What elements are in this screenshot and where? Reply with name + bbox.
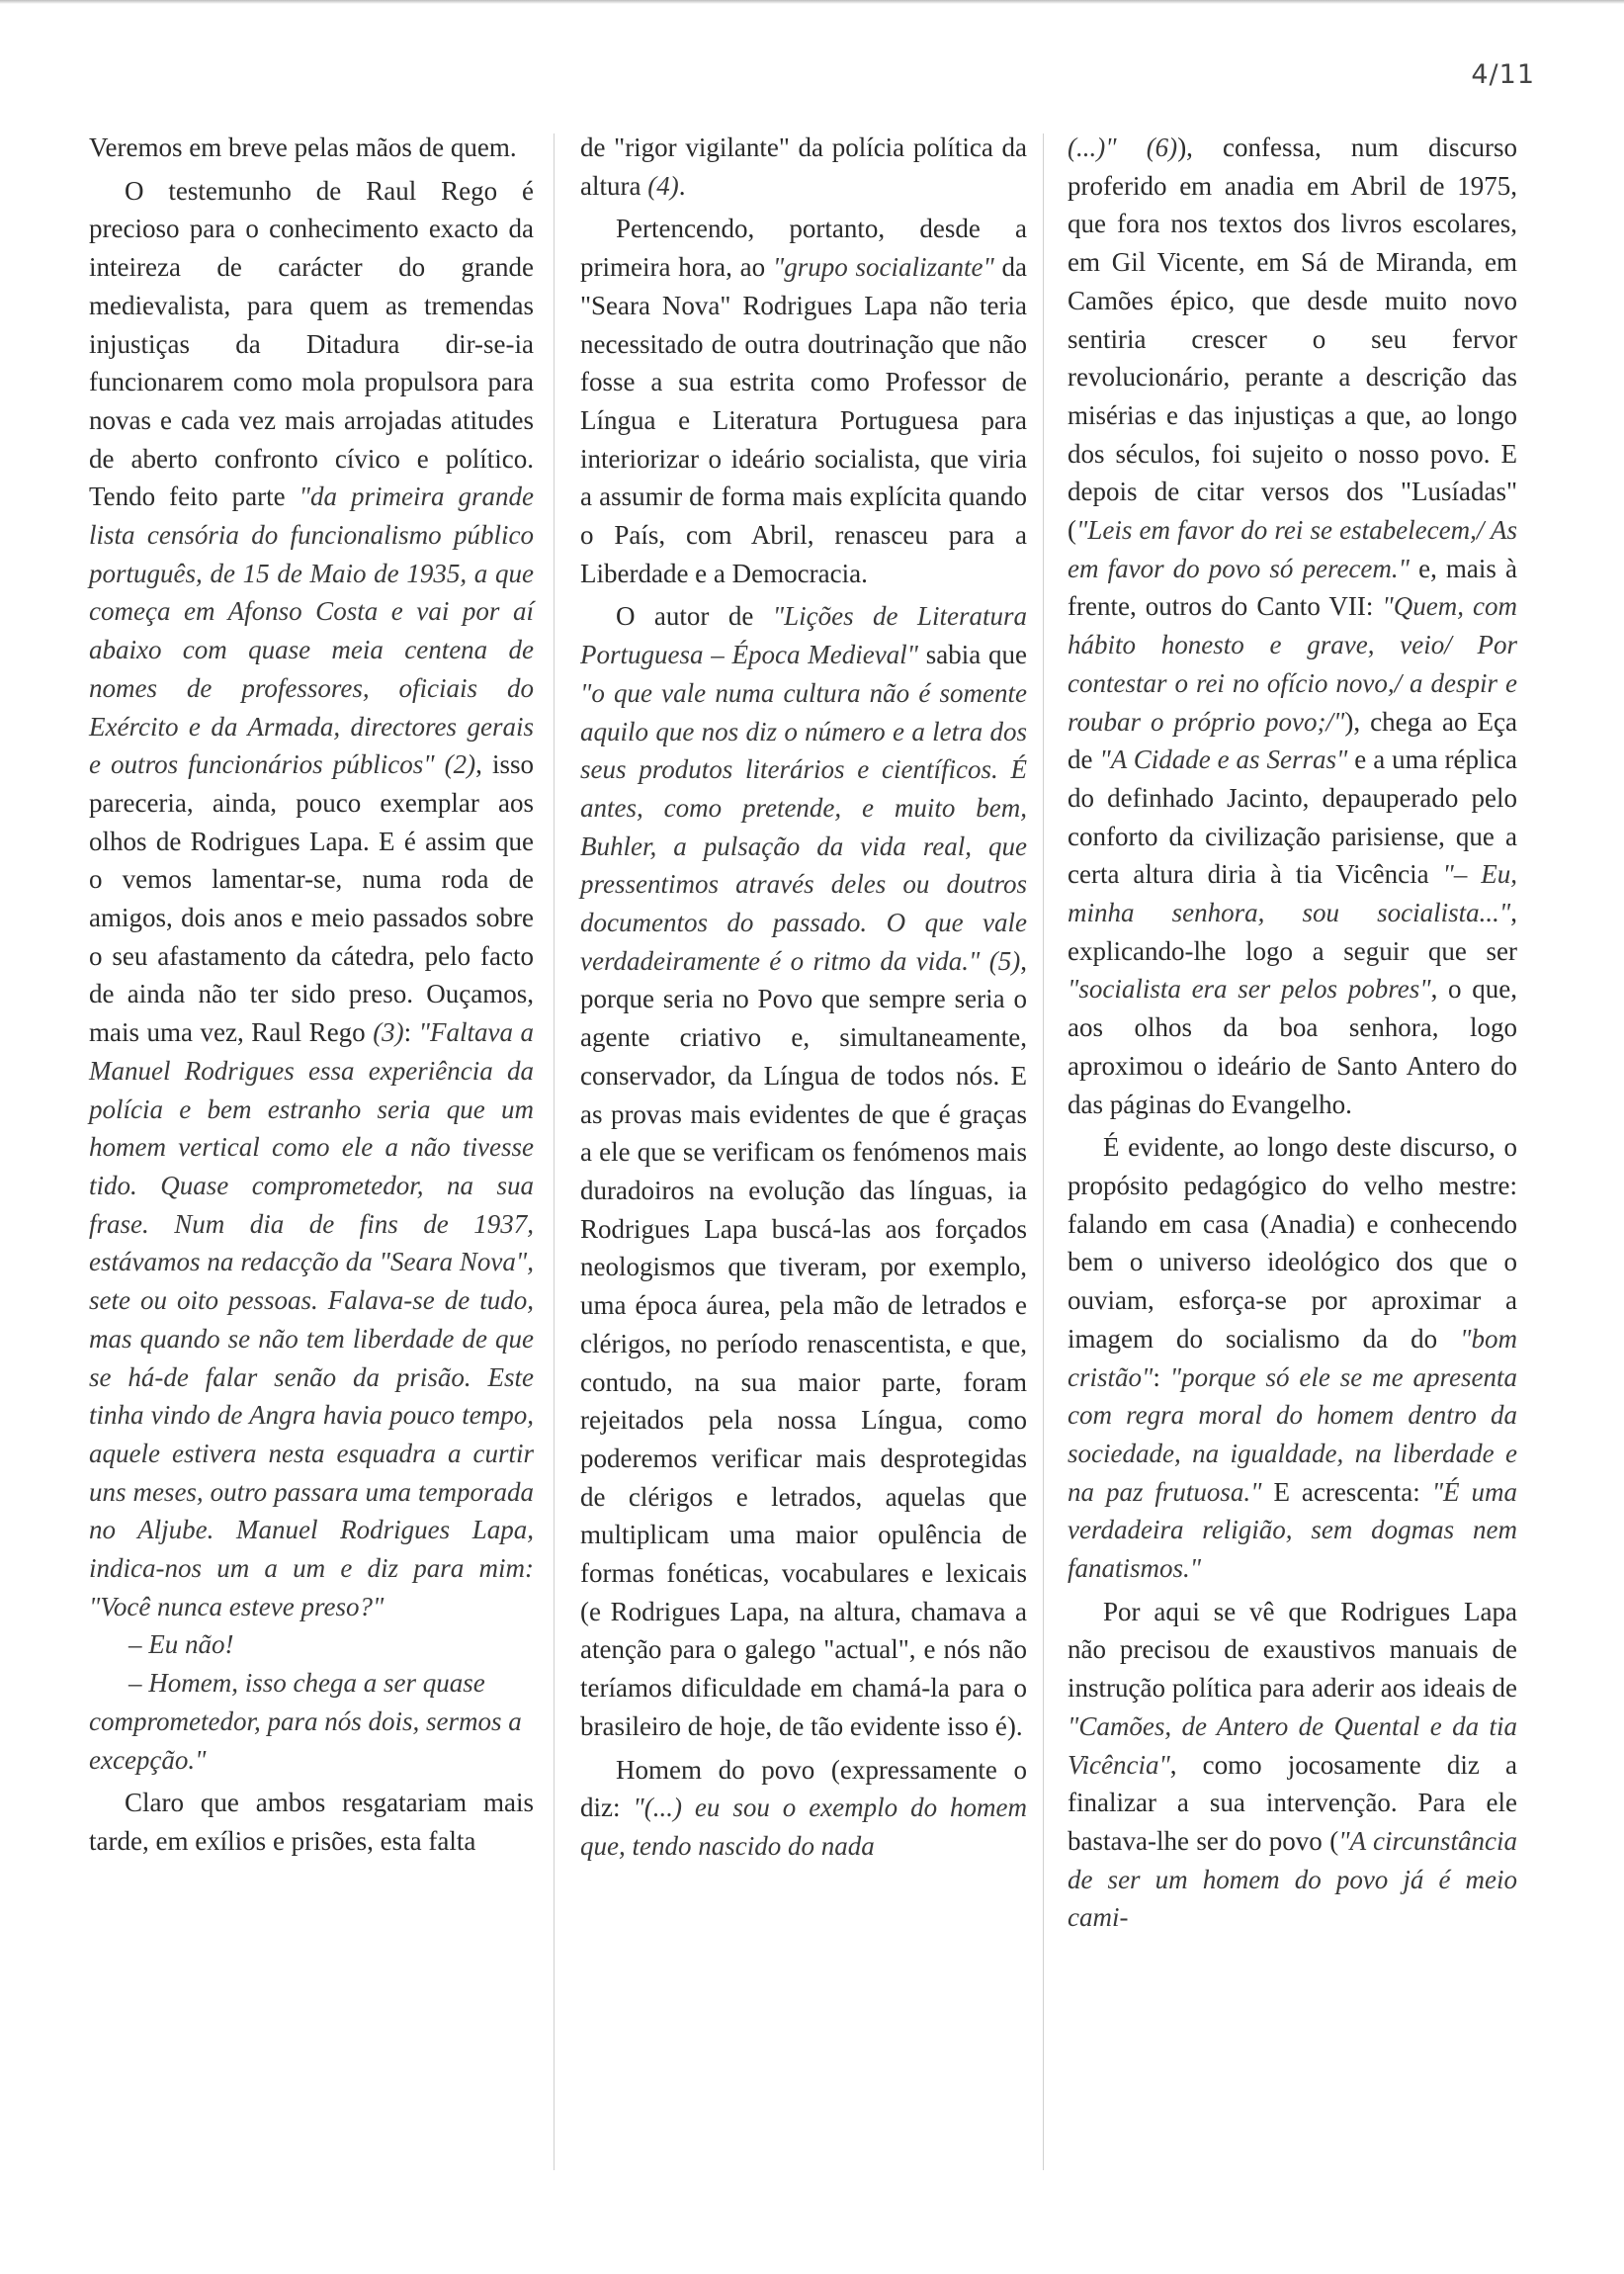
text-run: e, mais à frente, outros do Canto VII: [1068, 553, 1517, 622]
text-run: , como jocosamente diz a finalizar a sua intervenção. Para ele bastava-lhe ser do povo ( [1068, 1749, 1517, 1856]
text-run: de "rigor vigilante" da polícia política da altura [580, 132, 1027, 201]
column-divider [1043, 133, 1044, 2170]
paragraph [1068, 1593, 1517, 1937]
paragraph [89, 1625, 534, 1664]
italic-quote: (3) [373, 1017, 404, 1048]
italic-quote: "Leis em favor do rei se estabelecem,/ As em favor do povo só perecem." [1068, 515, 1517, 583]
italic-quote: – Homem, isso chega a ser quase comprometedor, para nós dois, sermos a excepção." [89, 1668, 522, 1775]
paragraph [1068, 129, 1517, 1123]
text-run: , explicando-lhe logo a seguir que ser [1068, 898, 1517, 966]
italic-quote: "Faltava a Manuel Rodrigues essa experiência da polícia e bem estranho seria que um homem vertical como ele a não tivesse tido. Quase comprometedor, na sua frase. Num dia de fins de 1937, estávamos na redacção da "Seara Nova", sete ou oito pessoas. Falava-se de tudo, mas quando se não tem liberdade de que se há-de falar senão da prisão. Este tinha vindo de Angra havia pouco tempo, aquele estivera nesta esquadra a curtir uns meses, outro passara uma temporada no Aljube. Manuel Rodrigues Lapa, indica-nos um a um e diz para mim: "Você nunca esteve preso?" [89, 1017, 534, 1621]
text-run: Por aqui se vê que Rodrigues Lapa não precisou de exaustivos manuais de instrução política para aderir aos ideais de [1068, 1596, 1517, 1704]
italic-quote: (...)" (6) [1068, 132, 1178, 162]
italic-quote: "É uma verdadeira religião, sem dogmas nem fanatismos." [1068, 1476, 1517, 1584]
scan-edge [0, 0, 1624, 4]
italic-quote: "grupo socializante" [772, 252, 994, 283]
italic-quote: "(...) eu sou o exemplo do homem que, tendo nascido do nada [580, 1793, 1027, 1861]
italic-quote: "bom cristão" [1068, 1323, 1517, 1392]
italic-quote: "socialista era ser pelos pobres" [1068, 974, 1431, 1005]
italic-quote: "porque só ele se me apresenta com regra moral do homem dentro da sociedade, na igualdade, na liberdade e na paz frutuosa." [1068, 1361, 1517, 1507]
text-run: sabia que [918, 640, 1027, 670]
text-run: E acrescenta: [1261, 1476, 1432, 1507]
text-run: . [678, 170, 686, 201]
text-run: Homem do povo (expressamente o diz: [580, 1754, 1027, 1823]
paragraph [580, 1751, 1027, 1866]
italic-quote: "Quem, com hábito honesto e grave, veio/ Por contestar o rei no ofício novo,/ a despir e roubar o próprio povo;/" [1068, 591, 1517, 737]
article-column-1 [89, 129, 534, 1861]
italic-quote: "A circunstância de ser um homem do povo já é meio cami- [1068, 1825, 1517, 1933]
article-column-3 [1068, 129, 1517, 1937]
paragraph [89, 1784, 534, 1860]
text-run: , porque seria no Povo que sempre seria o agente criativo e, simultaneamente, conservador, da Língua de todos nós. E as provas mais evidentes de que é graças a ele que se verificam os fenómenos mais duradoiros na evolução das línguas, ia Rodrigues Lapa buscá-las aos forçados neologismos que tiveram, por exemplo, uma época áurea, pela mão de letrados e clérigos, no período renascentista, e que, contudo, na sua maior parte, foram rejeitados pela nossa Língua, como poderemos verificar mais desprotegidas de clérigos e letrados, aquelas que multiplicam uma maior opulência de formas fonéticas, vocabulares e lexicais (e Rodrigues Lapa, na altura, chamava a atenção para o galego "actual", e nós não teríamos dificuldade em chamá-la para o brasileiro de hoje, de tão evidente isso é). [580, 945, 1027, 1741]
italic-quote: – Eu não! [128, 1629, 234, 1660]
text-run: , isso pareceria, ainda, pouco exemplar aos olhos de Rodrigues Lapa. E é assim que o vemos lamentar-se, numa roda de amigos, dois anos e meio passados sobre o seu afastamento da cátedra, pelo facto de ainda não ter sido preso. Ouçamos, mais uma vez, Raul Rego [89, 749, 534, 1048]
text-run: , o que, aos olhos da boa senhora, logo aproximou o ideário de Santo Antero do das páginas do Evangelho. [1068, 974, 1517, 1119]
paragraph [580, 597, 1027, 1745]
paragraph [89, 172, 534, 1626]
paragraph [89, 1664, 534, 1779]
text-run: : [403, 1017, 419, 1048]
text-run: e a uma réplica do definhado Jacinto, depauperado pelo conforto da civilização parisiense, que a certa altura diria à tia Vicência [1068, 744, 1517, 890]
paragraph [580, 129, 1027, 205]
italic-quote: "A Cidade e as Serras" [1099, 744, 1348, 775]
paragraph [1068, 1128, 1517, 1587]
paragraph [89, 129, 534, 167]
column-divider [554, 133, 555, 2170]
text-run: É evidente, ao longo deste discurso, o propósito pedagógico do velho mestre: falando em casa (Anadia) e conhecendo bem o universo ideológico dos que o ouviam, esforça-se por aproximar a imagem do socialismo da do [1068, 1132, 1517, 1354]
text-run: Claro que ambos resgatariam mais tarde, em exílios e prisões, esta falta [89, 1788, 534, 1856]
text-run: da "Seara Nova" Rodrigues Lapa não teria necessitado de outra doutrinação que não fosse a sua estrita como Professor de Língua e Literatura Portuguesa para interiorizar o ideário socialista, que viria a assumir de forma mais explícita quando o País, com Abril, renasceu para a Liberdade e a Democracia. [580, 252, 1027, 588]
italic-quote: "Camões, de Antero de Quental e da tia Vicência" [1068, 1710, 1517, 1780]
text-run: ), chega ao Eça de [1068, 706, 1518, 775]
text-run: O testemunho de Raul Rego é precioso para o conhecimento exacto da inteireza de carácter do grande medievalista, para quem as tremendas injustiças da Ditadura dir-se-ia funcionarem como mola propulsora para novas e cada vez mais arrojadas atitudes de aberto confronto cívico e político. Tendo feito parte [89, 175, 534, 512]
italic-quote: (4) [647, 170, 679, 201]
text-run: O autor de [616, 601, 773, 632]
article-column-2 [580, 129, 1027, 1866]
italic-quote: "o que vale numa cultura não é somente aquilo que nos diz o número e a letra dos seus produtos literários e científicos. É antes, como pretende, e muito bem, Buhler, a pulsação da vida real, que pressentimos através deles ou doutros documentos do passado. O que vale verdadeiramente é o ritmo da vida." (5) [580, 677, 1027, 976]
italic-quote: "da primeira grande lista censória do funcionalismo público português, de 15 de Maio de 1935, a que começa em Afonso Costa e vai por aí abaixo com quase meia centena de nomes de professores, oficiais do Exército e da Armada, directores gerais e outros funcionários públicos" (2) [89, 481, 534, 780]
text-run: Veremos em breve pelas mãos de quem. [89, 132, 517, 162]
text-run: : [1153, 1361, 1170, 1392]
italic-quote: "– Eu, minha senhora, sou socialista..." [1068, 859, 1517, 928]
italic-quote: "Lições de Literatura Portuguesa – Época Medieval" [580, 601, 1027, 670]
text-run: Pertencendo, portanto, desde a primeira hora, ao [580, 214, 1027, 283]
page-number: 4/11 [1471, 59, 1535, 90]
paragraph [580, 210, 1027, 592]
text-run: ), confessa, num discurso proferido em anadia em Abril de 1975, que fora nos textos dos livros escolares, em Gil Vicente, em Sá de Miranda, em Camões épico, que desde muito novo sentiria crescer o seu fervor revolucionário, perante a descrição das misérias e das injustiças a que, ao longo dos séculos, foi sujeito o nosso povo. E depois de citar versos dos "Lusíadas" ( [1068, 132, 1517, 546]
